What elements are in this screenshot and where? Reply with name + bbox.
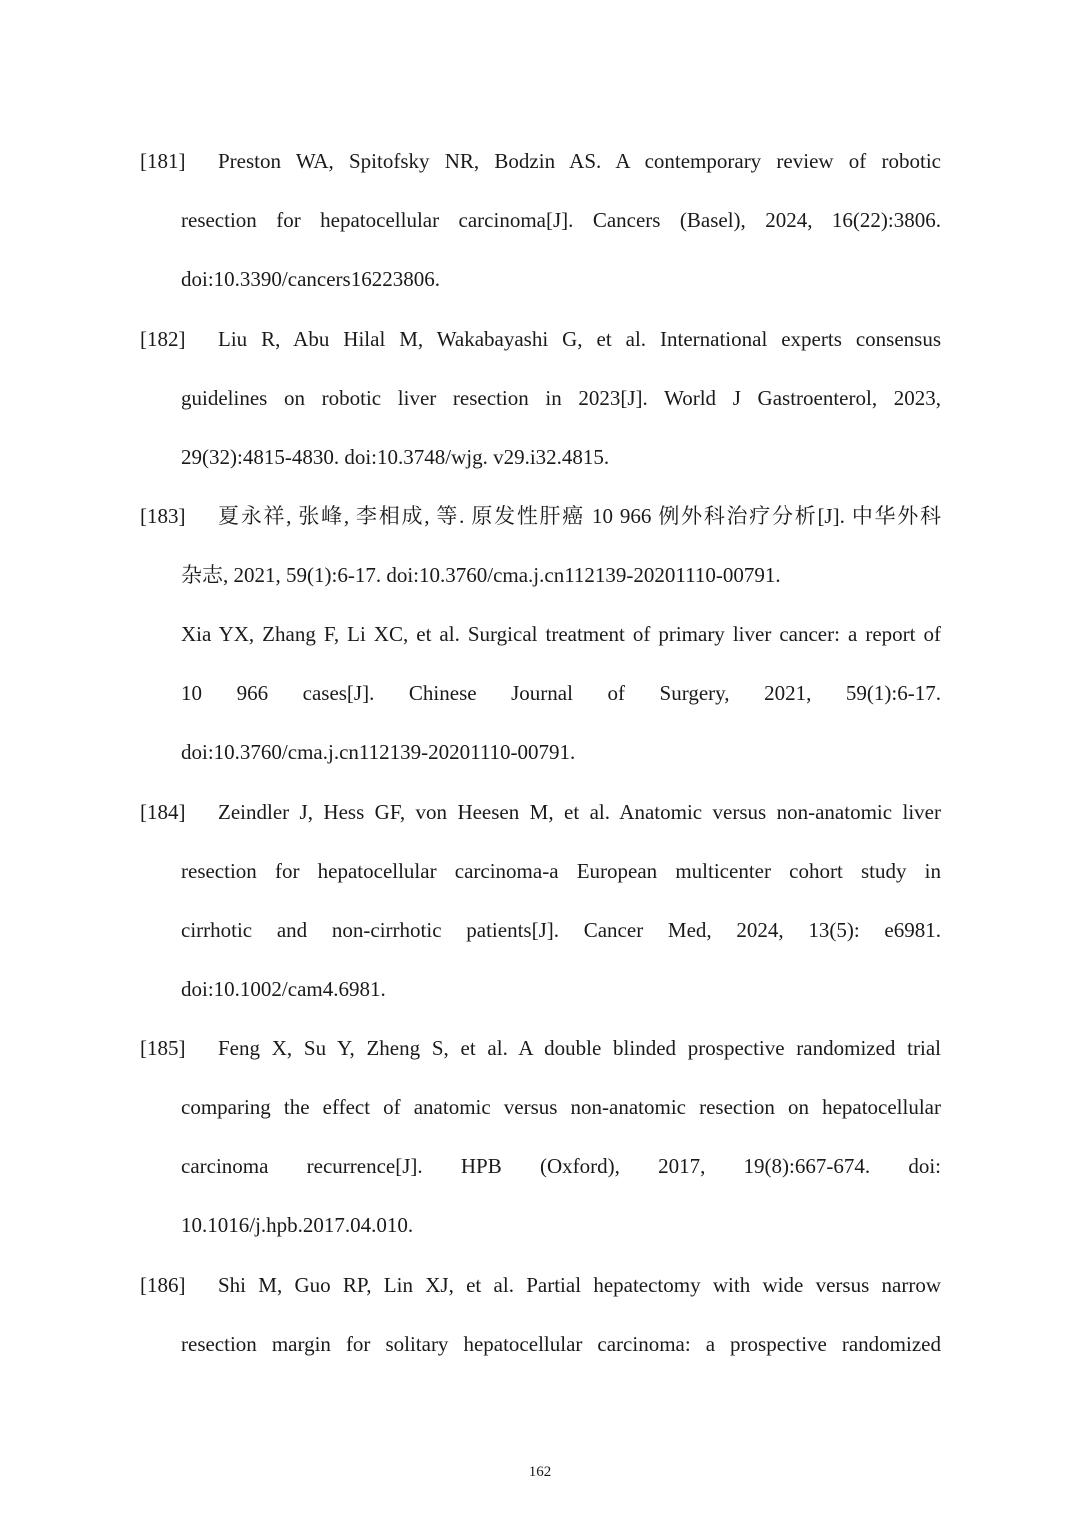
reference-line: Xia YX, Zhang F, Li XC, et al. Surgical treatment of primary liver cancer: a report of — [181, 622, 941, 646]
reference-186 — [140, 1256, 941, 1374]
reference-line: Zeindler J, Hess GF, von Heesen M, et al. Anatomic versus non-anatomic liver — [218, 800, 941, 824]
reference-line: carcinoma recurrence[J]. HPB (Oxford), 2017, 19(8):667-674. doi: — [181, 1154, 941, 1178]
reference-text — [181, 1019, 941, 1255]
page-number: 162 — [528, 1464, 552, 1480]
reference-line: Liu R, Abu Hilal M, Wakabayashi G, et al. International experts consensus — [218, 327, 941, 351]
reference-text — [181, 783, 941, 1019]
reference-183 — [140, 487, 941, 782]
reference-line: Preston WA, Spitofsky NR, Bodzin AS. A contemporary review of robotic — [218, 149, 941, 173]
reference-line: 杂志, 2021, 59(1):6-17. doi:10.3760/cma.j.cn112139-20201110-00791. — [181, 563, 781, 587]
reference-number: [185] — [140, 1036, 186, 1060]
reference-line: doi:10.3760/cma.j.cn112139-20201110-00791. — [181, 740, 576, 764]
reference-text — [181, 310, 941, 487]
reference-line: doi:10.3390/cancers16223806. — [181, 267, 440, 291]
reference-181 — [140, 132, 941, 309]
reference-line: 10 966 cases[J]. Chinese Journal of Surgery, 2021, 59(1):6-17. — [181, 681, 941, 705]
reference-line: resection for hepatocellular carcinoma-a European multicenter cohort study in — [181, 859, 941, 883]
reference-line: guidelines on robotic liver resection in 2023[J]. World J Gastroenterol, 2023, — [181, 386, 941, 410]
reference-text — [181, 132, 941, 309]
reference-185 — [140, 1019, 941, 1255]
reference-number: [182] — [140, 327, 186, 351]
reference-line: 10.1016/j.hpb.2017.04.010. — [181, 1213, 414, 1237]
reference-text — [181, 1256, 941, 1374]
reference-182 — [140, 310, 941, 487]
reference-line: Shi M, Guo RP, Lin XJ, et al. Partial hepatectomy with wide versus narrow — [218, 1273, 941, 1297]
reference-number: [183] — [140, 504, 186, 528]
reference-text — [181, 487, 941, 605]
reference-number: [186] — [140, 1273, 186, 1297]
reference-translation — [181, 605, 941, 782]
reference-number: [184] — [140, 800, 186, 824]
reference-line: 夏永祥, 张峰, 李相成, 等. 原发性肝癌 10 966 例外科治疗分析[J]. 中华外科 — [218, 504, 941, 528]
reference-line: comparing the effect of anatomic versus non-anatomic resection on hepatocellular — [181, 1095, 941, 1119]
reference-line: cirrhotic and non-cirrhotic patients[J]. Cancer Med, 2024, 13(5): e6981. — [181, 918, 941, 942]
reference-line: resection margin for solitary hepatocellular carcinoma: a prospective randomized — [181, 1332, 941, 1356]
reference-line: Feng X, Su Y, Zheng S, et al. A double blinded prospective randomized trial — [218, 1036, 941, 1060]
reference-number: [181] — [140, 149, 186, 173]
reference-184 — [140, 783, 941, 1019]
reference-line: 29(32):4815-4830. doi:10.3748/wjg. v29.i32.4815. — [181, 445, 610, 469]
reference-line: doi:10.1002/cam4.6981. — [181, 977, 386, 1001]
reference-line: resection for hepatocellular carcinoma[J]. Cancers (Basel), 2024, 16(22):3806. — [181, 208, 941, 232]
